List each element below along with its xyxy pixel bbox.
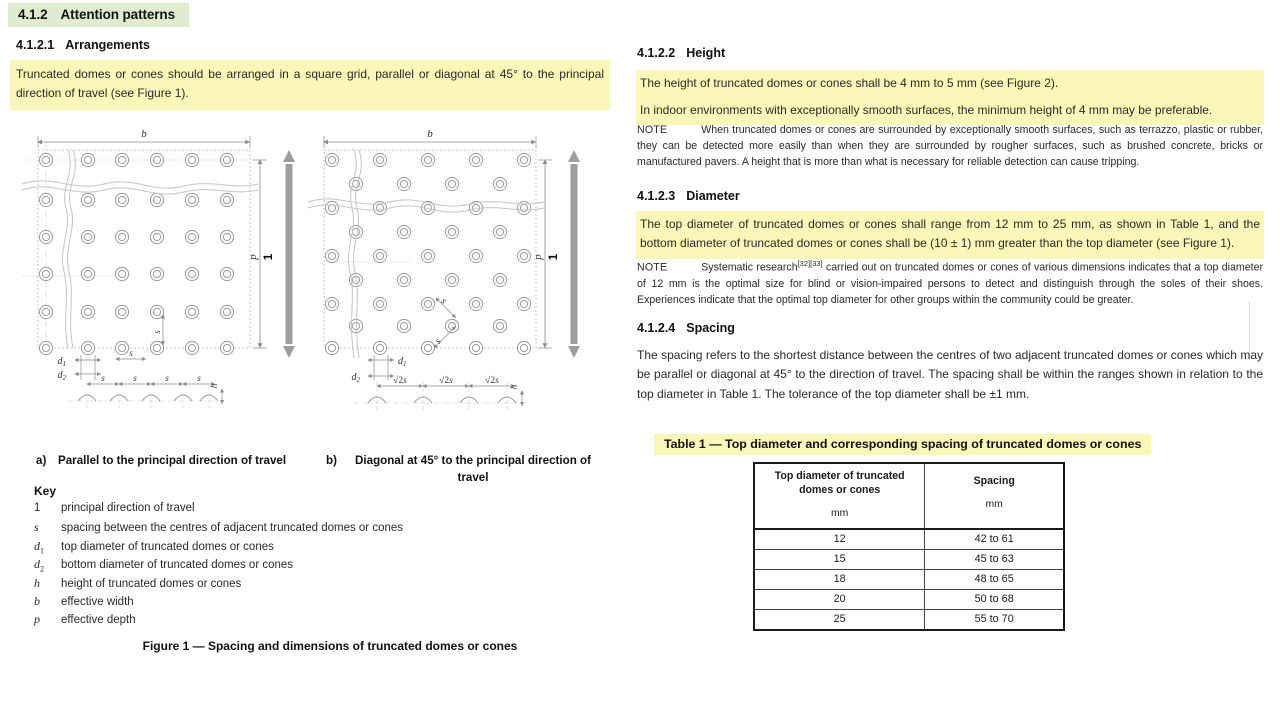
subcaption-a-marker: a)	[36, 454, 47, 467]
cell-top-diameter: 15	[754, 549, 925, 569]
key-item	[34, 520, 594, 538]
subsection-heading-height	[637, 46, 725, 60]
table-row	[754, 569, 1064, 589]
subcaption-b-marker: b)	[326, 454, 337, 467]
note-diameter	[637, 258, 1263, 308]
svg-text:1: 1	[261, 253, 275, 261]
note-label: NOTE	[637, 124, 668, 136]
subsection-heading-spacing	[637, 321, 735, 335]
note-body: When truncated domes or cones are surrounded by exceptionally smooth surfaces, such as terrazzo, plastic or rubber, they can be detected more easily than when they are surrounded by rougher surfaces, such as brushed concrete, bricks or manufactured pavers. A height that is more than what is necessary for reliable detection can cause tripping.	[637, 124, 1263, 169]
table-row	[754, 589, 1064, 609]
cell-spacing: 48 to 65	[925, 569, 1064, 589]
cell-top-diameter: 20	[754, 589, 925, 609]
figure-subcaption-b	[326, 453, 616, 487]
left-column	[0, 0, 620, 720]
svg-text:√2s: √2s	[485, 376, 499, 386]
paragraph-height-2: In indoor environments with exceptionally smooth surfaces, the minimum height of 4 mm may be preferable.	[640, 103, 1213, 118]
svg-text:p: p	[532, 254, 544, 260]
svg-text:s: s	[165, 374, 169, 384]
svg-text:d2: $d_2$	[351, 372, 360, 384]
figure-subcaption-a	[36, 453, 326, 470]
key-label: height of truncated domes or cones	[61, 577, 242, 590]
table-header-row	[754, 463, 1064, 529]
paragraph-height-group	[636, 70, 1264, 125]
key-label: effective width	[61, 595, 134, 608]
key-label: effective depth	[61, 614, 136, 627]
table-row	[754, 609, 1064, 630]
svg-text:d1: $d_1$	[398, 356, 407, 368]
note-body-part1: Systematic research	[701, 261, 798, 274]
cell-top-diameter: 18	[754, 569, 925, 589]
section-heading-attention-patterns	[8, 3, 189, 27]
svg-text:h: h	[209, 383, 219, 389]
subsection-title: Arrangements	[65, 38, 150, 52]
key-symbol: 1	[34, 502, 41, 514]
table-header-top-diameter-unit: mm	[831, 507, 849, 519]
key-list	[34, 502, 594, 631]
paragraph-height-1: The height of truncated domes or cones shall be 4 mm to 5 mm (see Figure 2).	[640, 76, 1059, 90]
paragraph-arrangements: Truncated domes or cones should be arranged in a square grid, parallel or diagonal at 45° to the principal direction of travel (see Figure 1).	[10, 60, 610, 110]
svg-text:p: p	[247, 254, 259, 260]
key-item	[34, 557, 594, 575]
key-item	[34, 594, 594, 612]
key-item	[34, 612, 594, 630]
key-symbol: b	[34, 593, 40, 608]
svg-text:√2s: √2s	[393, 376, 407, 386]
key-label: bottom diameter of truncated domes or cones	[61, 559, 294, 572]
subsection-number: 4.1.2.4	[637, 321, 676, 335]
svg-text:s: s	[433, 336, 444, 347]
reference-32: [32]	[797, 259, 811, 268]
table-caption: Table 1 — Top diameter and corresponding spacing of truncated domes or cones	[654, 434, 1151, 455]
subsection-title: Diameter	[686, 189, 740, 203]
table-row	[754, 549, 1064, 569]
svg-text:s: s	[133, 374, 137, 384]
key-symbol: p	[34, 612, 40, 627]
key-title: Key	[34, 484, 57, 498]
cell-spacing: 50 to 68	[925, 589, 1064, 609]
spacing-table	[753, 462, 1065, 631]
svg-text:1: 1	[546, 253, 560, 261]
svg-text:b: b	[141, 128, 147, 140]
svg-text:s: s	[101, 374, 105, 384]
subsection-number: 4.1.2.1	[16, 38, 55, 52]
paragraph-diameter: The top diameter of truncated domes or cones shall range from 12 mm to 25 mm, as shown in Table 1, and the bottom diameter of truncated domes or cones shall be (10 ± 1) mm greater than the top diameter (see Figure 1).	[636, 211, 1264, 259]
right-column	[636, 0, 1266, 720]
svg-text:s: s	[129, 349, 133, 359]
subcaption-b-text: Diagonal at 45° to the principal direction of travel	[355, 454, 591, 484]
cell-top-diameter: 12	[754, 529, 925, 550]
note-height	[637, 122, 1263, 170]
key-symbol: h	[34, 575, 40, 590]
note-body-part2: carried out on truncated domes or cones of various dimensions indicates that a top diameter of 12 mm is the optimal size for blind or vision-impaired persons to detect and distinguish through the soles of their shoes. Experiences indicate that the optimal top diameter for other groups within the community could be greater.	[637, 261, 1263, 306]
svg-text:√2s: √2s	[439, 376, 453, 386]
svg-text:s: s	[438, 296, 449, 307]
figure-caption: Figure 1 — Spacing and dimensions of truncated domes or cones	[142, 639, 518, 653]
key-symbol: s	[34, 520, 39, 535]
key-symbol: $d_1$	[34, 538, 44, 556]
section-number: 4.1.2	[18, 7, 48, 22]
svg-text:d2: $d_2$	[57, 370, 66, 382]
reference-33: [33]	[810, 259, 823, 268]
paragraph-spacing: The spacing refers to the shortest distance between the centres of two adjacent truncated domes or cones which may be parallel or diagonal at 45° to the direction of travel. The spacing shall be within the ranges shown in relation to the top diameter in Table 1. The tolerance of the top diameter shall be ±1 mm.	[637, 348, 1263, 401]
svg-text:b: b	[427, 128, 433, 140]
key-item	[34, 539, 594, 557]
subsection-number: 4.1.2.2	[637, 46, 676, 60]
cell-spacing: 42 to 61	[925, 529, 1064, 550]
table-header-spacing-unit: mm	[985, 498, 1003, 510]
svg-text:s: s	[153, 330, 163, 334]
key-label: principal direction of travel	[61, 502, 195, 514]
key-label: spacing between the centres of adjacent truncated domes or cones	[61, 522, 404, 535]
cell-top-diameter: 25	[754, 609, 925, 630]
subsection-number: 4.1.2.3	[637, 189, 676, 203]
note-label: NOTE	[637, 261, 668, 274]
svg-text:s: s	[197, 374, 201, 384]
table-header-top-diameter-title: Top diameter of truncated domes or cones	[774, 470, 905, 496]
section-title: Attention patterns	[60, 7, 175, 22]
key-item	[34, 576, 594, 594]
svg-text:h: h	[509, 384, 519, 390]
cell-spacing: 45 to 63	[925, 549, 1064, 569]
table-header-top-diameter	[754, 463, 925, 529]
table-header-spacing-title: Spacing	[973, 475, 1015, 487]
table-row	[754, 529, 1064, 550]
subsection-heading-arrangements	[16, 38, 150, 52]
figure-1-graphic	[0, 112, 620, 412]
cell-spacing: 55 to 70	[925, 609, 1064, 630]
subcaption-a-text: Parallel to the principal direction of travel	[58, 454, 287, 467]
key-item	[34, 502, 594, 520]
subsection-heading-diameter	[637, 189, 740, 203]
key-symbol: $d_2$	[34, 557, 44, 574]
subsection-title: Spacing	[686, 321, 735, 335]
table-header-spacing	[925, 463, 1064, 529]
svg-text:d1: $d_1$	[57, 356, 66, 368]
key-label: top diameter of truncated domes or cones	[61, 540, 274, 553]
subsection-title: Height	[686, 46, 726, 60]
